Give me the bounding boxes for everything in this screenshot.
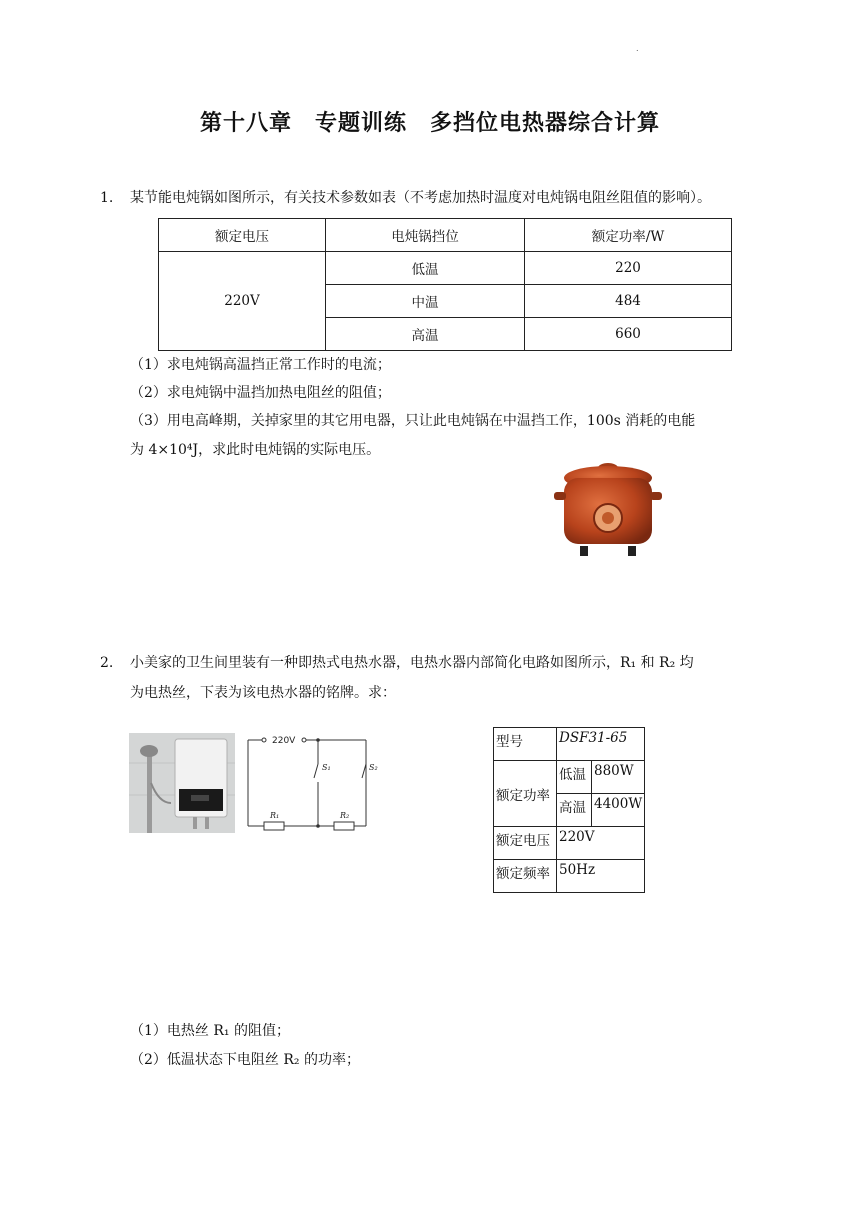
question-1-number: 1. bbox=[100, 190, 114, 206]
cooker-spec-table bbox=[158, 218, 732, 351]
table-cell-power: 220 bbox=[525, 252, 732, 285]
question-2-number: 2. bbox=[100, 655, 114, 671]
nameplate-low-label: 低温 bbox=[557, 761, 592, 794]
circuit-diagram bbox=[242, 730, 378, 834]
nameplate-power-label: 额定功率 bbox=[494, 761, 557, 827]
table-cell-level: 高温 bbox=[326, 318, 525, 351]
table-header-voltage: 额定电压 bbox=[159, 219, 326, 252]
water-heater-image bbox=[129, 733, 235, 833]
nameplate-freq-value: 50Hz bbox=[557, 860, 645, 893]
table-cell-power: 660 bbox=[525, 318, 732, 351]
question-2-part-2: （2）低温状态下电阻丝 R₂ 的功率； bbox=[130, 1052, 360, 1068]
page-title: 第十八章 专题训练 多挡位电热器综合计算 bbox=[199, 111, 660, 136]
nameplate-voltage-value: 220V bbox=[557, 827, 645, 860]
header-dot: . bbox=[636, 44, 639, 53]
table-cell-voltage: 220V bbox=[159, 252, 326, 351]
question-1-part-1: （1）求电炖锅高温挡正常工作时的电流； bbox=[130, 357, 391, 373]
nameplate-high-label: 高温 bbox=[557, 794, 592, 827]
question-2-intro-line-1: 小美家的卫生间里装有一种即热式电热水器，电热水器内部简化电路如图所示，R₁ 和 R₂ 均 bbox=[130, 655, 694, 671]
circuit-s2-label: S₂ bbox=[369, 763, 378, 772]
nameplate-table bbox=[493, 727, 645, 893]
circuit-r2-label: R₂ bbox=[340, 811, 350, 820]
resistor-r1 bbox=[264, 822, 284, 830]
question-1-intro: 某节能电炖锅如图所示，有关技术参数如表（不考虑加热时温度对电炖锅电阻丝阻值的影响）。 bbox=[130, 190, 711, 206]
table-cell-power: 484 bbox=[525, 285, 732, 318]
nameplate-model-value: DSF31-65 bbox=[557, 728, 645, 761]
table-cell-level: 中温 bbox=[326, 285, 525, 318]
nameplate-model-label: 型号 bbox=[494, 728, 557, 761]
question-1-part-2: （2）求电炖锅中温挡加热电阻丝的阻值； bbox=[130, 385, 391, 401]
table-header-power: 额定功率/W bbox=[525, 219, 732, 252]
resistor-r2 bbox=[334, 822, 354, 830]
question-1-part-3-line-1: （3）用电高峰期，关掉家里的其它用电器，只让此电炖锅在中温挡工作，100s 消耗的电能 bbox=[130, 413, 696, 429]
table-cell-level: 低温 bbox=[326, 252, 525, 285]
question-2-part-1: （1）电热丝 R₁ 的阻值； bbox=[130, 1023, 290, 1039]
nameplate-freq-label: 额定频率 bbox=[494, 860, 557, 893]
circuit-supply-label: 220V bbox=[272, 736, 296, 746]
question-2-intro-line-2: 为电热丝，下表为该电热水器的铭牌。求： bbox=[130, 685, 396, 701]
table-header-level: 电炖锅挡位 bbox=[326, 219, 525, 252]
slow-cooker-image bbox=[550, 452, 666, 564]
nameplate-voltage-label: 额定电压 bbox=[494, 827, 557, 860]
circuit-s1-label: S₁ bbox=[322, 763, 331, 772]
circuit-r1-label: R₁ bbox=[270, 811, 280, 820]
question-1-part-3-line-2: 为 4×10⁴J，求此时电炖锅的实际电压。 bbox=[130, 442, 381, 458]
nameplate-high-value: 4400W bbox=[592, 794, 645, 827]
nameplate-low-value: 880W bbox=[592, 761, 645, 794]
